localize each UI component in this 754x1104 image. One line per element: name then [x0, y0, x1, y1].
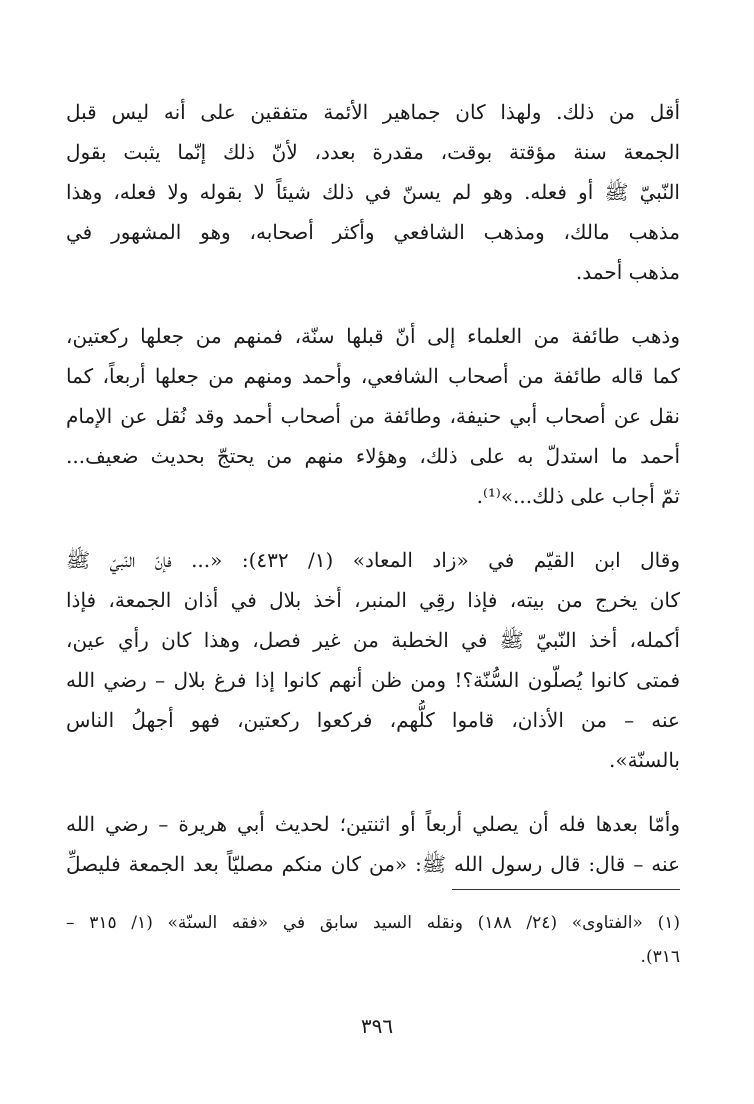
footnotes	[66, 906, 680, 974]
text-line: كما قاله طائفة من أصحاب الشافعي، وأحمد ومنهم من جعلها أربعاً، كما	[66, 364, 680, 388]
paragraph-spacer	[66, 516, 680, 540]
text-line: مذهب أحمد.	[575, 260, 680, 284]
paragraph	[66, 540, 680, 780]
text-line: عنه – من الأذان، قاموا كلُّهم، فركعوا ركعتين، فهو أجهلُ الناس	[66, 708, 680, 732]
paragraph-spacer	[66, 292, 680, 316]
text-line: فمتى كانوا يُصلّون السُّنّة؟! ومن ظن أنهم كانوا إذا فرغ بلال – رضي الله	[66, 668, 680, 692]
text-line: مذهب مالك، ومذهب الشافعي وأكثر أصحابه، وهو المشهور في	[66, 220, 680, 244]
text-line: الجمعة سنة مؤقتة بوقت، مقدرة بعدد، لأنّ ذلك إنّما يثبت بقول	[66, 140, 680, 164]
paragraph	[66, 92, 680, 292]
text-line: وأمّا بعدها فله أن يصلي أربعاً أو اثنتين؛ لحديث أبي هريرة – رضي الله	[66, 812, 680, 836]
text-line: عنه – قال: قال رسول الله ﷺ: «من كان منكم مصليّاً بعد الجمعة فليصلِّ	[66, 852, 680, 876]
text-line: بالسنّة».	[609, 748, 680, 772]
main-text	[66, 92, 680, 884]
paragraph-spacer	[66, 780, 680, 804]
text-line: أحمد ما استدلّ به على ذلك، وهؤلاء منهم من يحتجّ بحديث ضعيف...	[66, 444, 680, 468]
paragraph	[66, 316, 680, 516]
text-line: ثمّ أجاب على ذلك...»⁽¹⁾.	[476, 484, 680, 508]
text-line: النّبيّ ﷺ أو فعله. وهو لم يسنّ في ذلك شيئاً لا بقوله ولا فعله، وهذا	[66, 180, 680, 204]
text-line: نقل عن أصحاب أبي حنيفة، وطائفة من أصحاب أحمد وقد نُقل عن الإمام	[66, 404, 680, 428]
footnote-separator	[452, 889, 680, 890]
text-line: أقل من ذلك. ولهذا كان جماهير الأئمة متفقين على أنه ليس قبل	[66, 100, 680, 124]
page-number: ٣٩٦	[360, 1014, 394, 1038]
footnote-line: ٣١٦).	[640, 947, 680, 967]
footnote-line: (١) «الفتاوى» (٢٤/ ١٨٨) ونقله السيد سابق في «فقه السنّة» (١/ ٣١٥ –	[66, 913, 680, 933]
text-line: أكمله، أخذ النّبيّ ﷺ في الخطبة من غير فصل، وهذا كان رأي عين،	[66, 628, 680, 652]
text-line: كان يخرج من بيته، فإذا رقِي المنبر، أخذ بلال في أذان الجمعة، فإذا	[66, 588, 680, 612]
text-line: وقال ابن القيّم في «زاد المعاد» (١/ ٤٣٢): «... فإنّ النّبيّ ﷺ	[66, 548, 680, 572]
text-line: وذهب طائفة من العلماء إلى أنّ قبلها سنّة، فمنهم من جعلها ركعتين،	[66, 324, 680, 348]
paragraph	[66, 804, 680, 884]
